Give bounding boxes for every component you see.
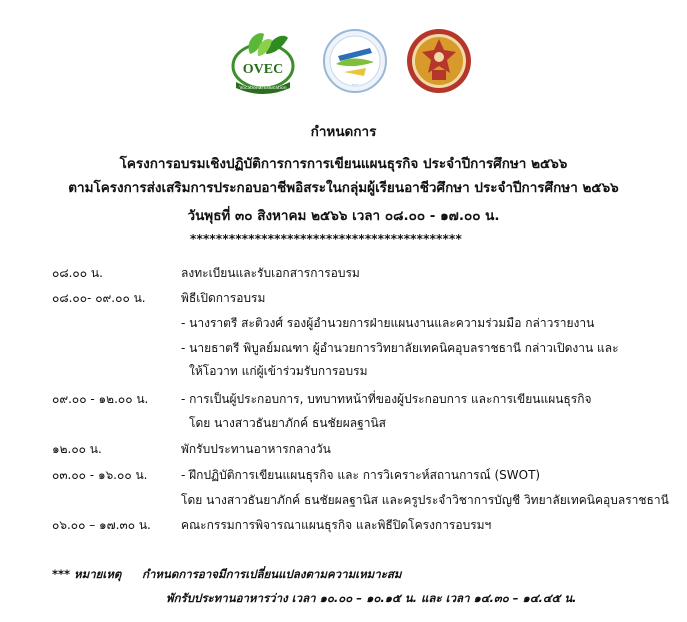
schedule-item: พักรับประทานอาหารกลางวัน (181, 442, 331, 456)
schedule-item: - นายธาตรี พิบูลย์มณฑา ผู้อำนวยการวิทยาลัยเทคนิคอุบลราชธานี กล่าวเปิดงาน และ (181, 341, 619, 355)
schedule-item: - นางราตรี สะติวงศ์ รองผู้อำนวยการฝ่ายแผนงานและความร่วมมือ กล่าวรายงาน (181, 316, 595, 330)
note-label: *** หมายเหตุ (52, 567, 122, 581)
schedule-time: ๐๓.๐๐ - ๑๖.๐๐ น. (52, 468, 148, 482)
note-line: กำหนดการอาจมีการเปลี่ยนแปลงตามความเหมาะสม (142, 567, 402, 581)
schedule-item: ลงทะเบียนและรับเอกสารการอบรม (181, 266, 360, 280)
schedule-item: - ฝึกปฏิบัติการเขียนแผนธุรกิจ และ การวิเคราะห์สถานการณ์ (SWOT) (181, 468, 541, 482)
ovec-logo-text: OVEC (242, 62, 284, 77)
divider-line: ****************************************** (190, 232, 462, 246)
institution-seal (404, 26, 474, 96)
event-date-time: วันพุธที่ ๓๐ สิงหาคม ๒๕๖๖ เวลา ๐๘.๐๐ - ๑๗.๐๐ น. (187, 208, 500, 224)
ovec-logo-caption: Vocational Education (239, 86, 287, 91)
schedule-item: โดย นางสาวธันยาภักค์ ธนชัยผลฐานิส และครูประจำวิชาการบัญชี วิทยาลัยเทคนิคอุบลราชธานี (181, 493, 669, 507)
schedule-item: ให้โอวาท แก่ผู้เข้าร่วมรับการอบรม (189, 364, 368, 378)
schedule-time: ๑๒.๐๐ น. (52, 442, 102, 456)
schedule-item: คณะกรรมการพิจารณาแผนธุรกิจ และพิธีปิดโครงการอบรมฯ (181, 518, 492, 532)
college-logo (322, 26, 388, 96)
project-title: โครงการอบรมเชิงปฏิบัติการการการเขียนแผนธุรกิจ ประจำปีการศึกษา ๒๕๖๖ (119, 156, 568, 172)
schedule-time: ๐๙.๐๐ - ๑๒.๐๐ น. (52, 392, 149, 406)
svg-text:·····: ····· (351, 82, 359, 87)
schedule-item: โดย นางสาวธันยาภักค์ ธนชัยผลฐานิส (189, 416, 386, 430)
schedule-item: - การเป็นผู้ประกอบการ, บทบาทหน้าที่ของผู้ประกอบการ และการเขียนแผนธุรกิจ (181, 392, 592, 406)
page-title: กำหนดการ (310, 124, 377, 140)
schedule-time: ๐๘.๐๐- ๐๙.๐๐ น. (52, 291, 146, 305)
ovec-logo (228, 26, 298, 96)
schedule-time: ๐๘.๐๐ น. (52, 266, 103, 280)
logo-bar (0, 26, 687, 102)
note-line: พักรับประทานอาหารว่าง เวลา ๑๐.๐๐ – ๑๐.๑๕ น. และ เวลา ๑๔.๓๐ – ๑๔.๔๕ น. (166, 591, 577, 605)
schedule-time: ๐๖.๐๐ – ๑๗.๓๐ น. (52, 518, 151, 532)
schedule-item: พิธีเปิดการอบรม (181, 291, 266, 305)
program-title: ตามโครงการส่งเสริมการประกอบอาชีพอิสระในกลุ่มผู้เรียนอาชีวศึกษา ประจำปีการศึกษา ๒๕๖๖ (68, 180, 619, 196)
